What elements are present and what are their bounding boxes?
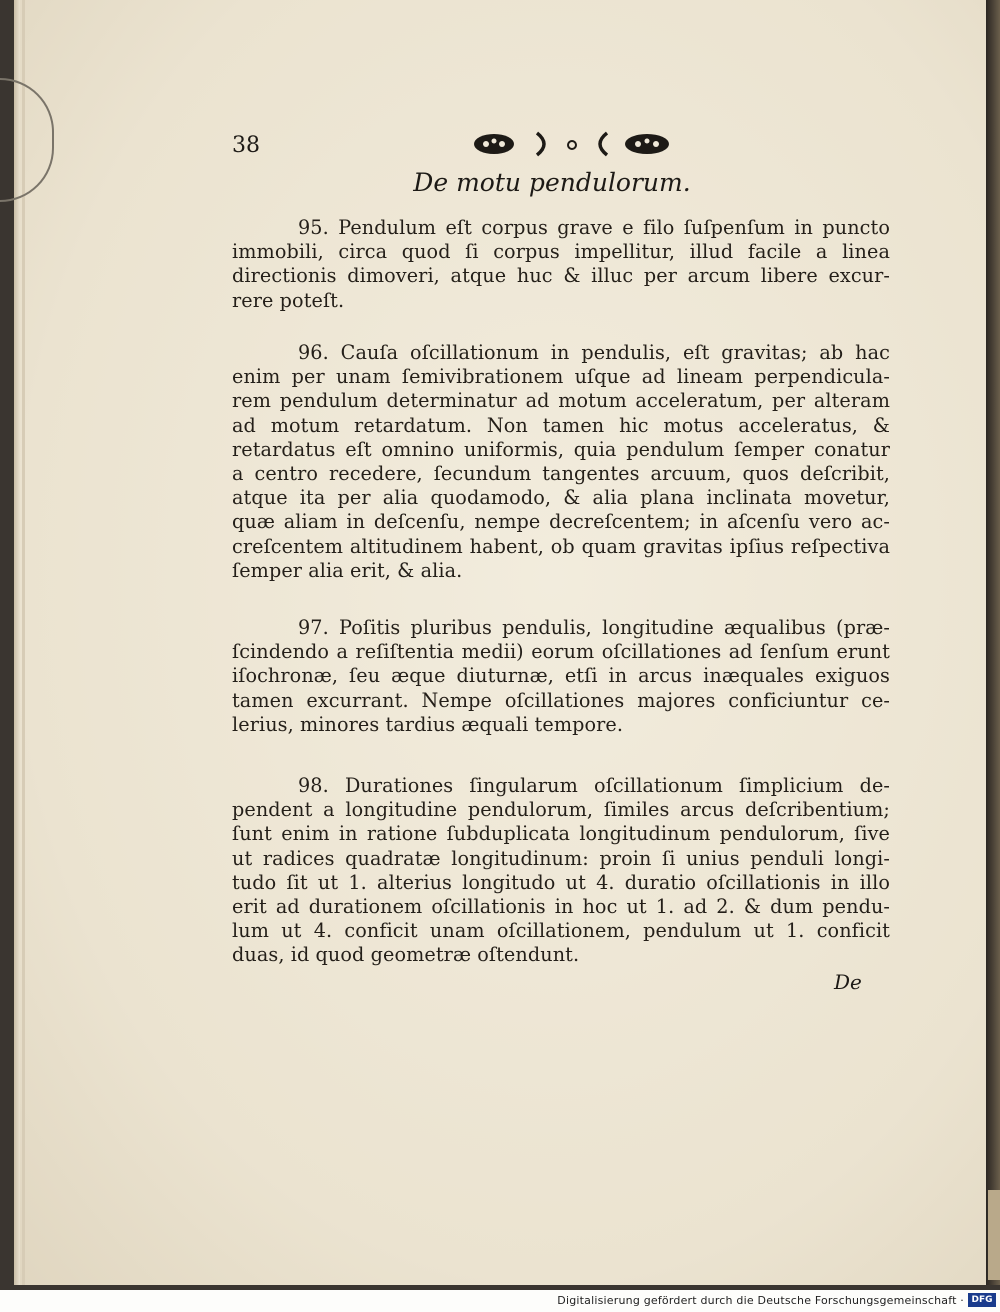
page-number: 38 [232,133,260,158]
text-line: 98. Durationes ſingularum oſcillationum ſimplicium de- [298,774,890,797]
text-line: ad motum retardatum. Non tamen hic motus acceleratus, & [232,413,890,437]
text-line: ſcindendo a reſiſtentia medii) eorum oſcillationes ad ſenſum erunt [232,640,890,664]
text-line: tamen excurrant. Nempe oſcillationes majores conficiuntur ce- [232,688,890,712]
text-line: ut radices quadratæ longitudinum: proin ſi unius penduli longi- [232,846,890,870]
text-line: duas, id quod geometræ oſtendunt. [232,943,580,967]
paragraph-98 [232,774,890,968]
paragraph-97 [232,616,890,737]
text-line: retardatus eſt omnino uniformis, quia pendulum ſemper conatur [232,437,890,461]
text-line: ſemper alia erit, & alia. [232,558,463,582]
fleuron-left-icon [472,129,516,159]
text-line: 96. Cauſa oſcillationum in pendulis, eſt gravitas; ab hac [298,341,890,364]
book-spine [986,0,1000,1285]
fleuron-right-icon [622,129,672,159]
text-line: lum ut 4. conficit unam oſcillationem, pendulum ut 1. conficit [232,919,890,943]
running-title: De motu pendulorum. [413,168,691,197]
text-line: creſcentem altitudinem habent, ob quam gravitas ipſius reſpectiva [232,534,890,558]
text-line: tudo ſit ut 1. alterius longitudo ut 4. duratio oſcillationis in illo [232,870,890,894]
text-line: a centro recedere, ſecundum tangentes arcuum, quos deſcribit, [232,462,890,486]
dfg-logo-icon: DFG [968,1293,996,1307]
text-line: quæ aliam in deſcenſu, nempe decreſcentem; in aſcenſu vero ac- [232,510,890,534]
text-line: 97. Poſitis pluribus pendulis, longitudine æqualibus (præ- [298,616,890,639]
text-line: ſunt enim in ratione ſubduplicata longitudinum pendulorum, ſive [232,822,890,846]
text-line: 95. Pendulum eſt corpus grave e filo ſuſpenſum in puncto [298,216,890,239]
text-line: enim per unam ſemivibrationem uſque ad lineam perpendicula- [232,365,890,389]
funding-credit: Digitalisierung gefördert durch die Deutsche Forschungsgemeinschaft · [557,1294,964,1307]
text-line: directionis dimoveri, atque huc & illuc per arcum libere excur- [232,264,890,288]
text-line: atque ita per alia quodamodo, & alia plana inclinata movetur, [232,486,890,510]
text-line: erit ad durationem oſcillationis in hoc ut 1. ad 2. & dum pendu- [232,895,890,919]
text-line: rem pendulum determinatur ad motum acceleratum, per alteram [232,389,890,413]
page-header [232,127,872,163]
spine-tab [988,1190,1000,1280]
text-line: rere poteſt. [232,288,345,312]
catchword: De [834,970,862,994]
text-line: pendent a longitudine pendulorum, ſimiles arcus deſcribentium; [232,798,890,822]
text-line: lerius, minores tardius æquali tempore. [232,712,624,736]
paragraph-95 [232,216,890,313]
bracket-ornament-icon [527,129,617,159]
text-line: immobili, circa quod ſi corpus impellitur, illud facile a linea [232,240,890,264]
header-ornament [472,127,672,163]
paragraph-96 [232,341,890,583]
text-line: iſochronæ, ſeu æque diuturnæ, etſi in arcus inæquales exiguos [232,664,890,688]
